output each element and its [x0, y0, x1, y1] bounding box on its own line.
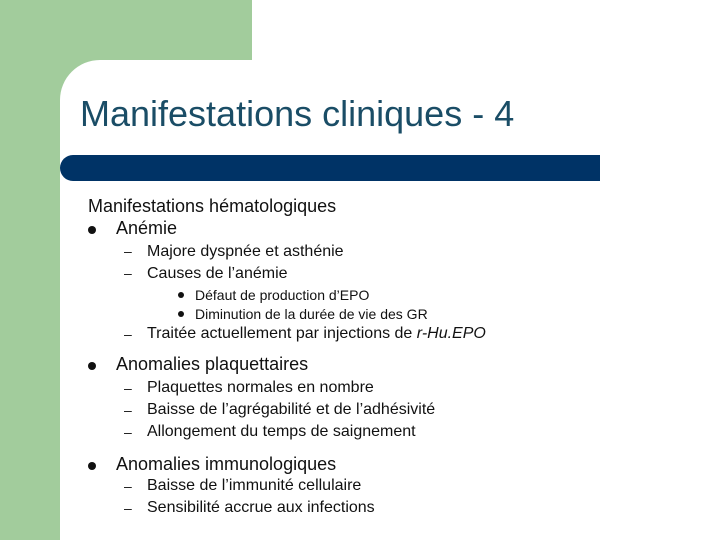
bullet-icon — [88, 462, 96, 470]
page-title: Manifestations cliniques - 4 — [80, 93, 515, 134]
dash-icon: – — [124, 402, 132, 418]
dash-icon: – — [124, 243, 132, 259]
dash-icon: – — [124, 326, 132, 342]
sub-item: Plaquettes normales en nombre — [147, 379, 374, 396]
bullet-icon — [178, 292, 184, 298]
dash-icon: – — [124, 478, 132, 494]
dash-icon: – — [124, 424, 132, 440]
list-item-immunologiques: Anomalies immunologiques — [116, 454, 337, 474]
list-item-anemie: Anémie — [116, 218, 178, 238]
dash-icon: – — [124, 500, 132, 516]
list-item-plaquettaires: Anomalies plaquettaires — [116, 354, 309, 374]
section-heading: Manifestations hématologiques — [88, 196, 337, 216]
sub-item: Baisse de l’immunité cellulaire — [147, 477, 362, 494]
title-divider-bar — [60, 155, 600, 181]
sub-item: Baisse de l’agrégabilité et de l’adhésivité — [147, 401, 436, 418]
bullet-icon — [88, 226, 96, 234]
bullet-icon — [88, 362, 96, 370]
cause-item: Défaut de production d’EPO — [195, 287, 370, 303]
treatment-line — [147, 325, 486, 343]
treatment-drug: r-Hu.EPO — [416, 325, 486, 342]
treatment-text: Traitée actuellement par injections de — [147, 325, 417, 342]
sub-item: Majore dyspnée et asthénie — [147, 243, 344, 260]
dash-icon: – — [124, 380, 132, 396]
bullet-icon — [178, 311, 184, 317]
sub-item: Sensibilité accrue aux infections — [147, 499, 375, 516]
sub-item: Allongement du temps de saignement — [147, 423, 416, 440]
dash-icon: – — [124, 265, 132, 281]
sub-item: Causes de l’anémie — [147, 265, 288, 282]
cause-item: Diminution de la durée de vie des GR — [195, 306, 428, 322]
